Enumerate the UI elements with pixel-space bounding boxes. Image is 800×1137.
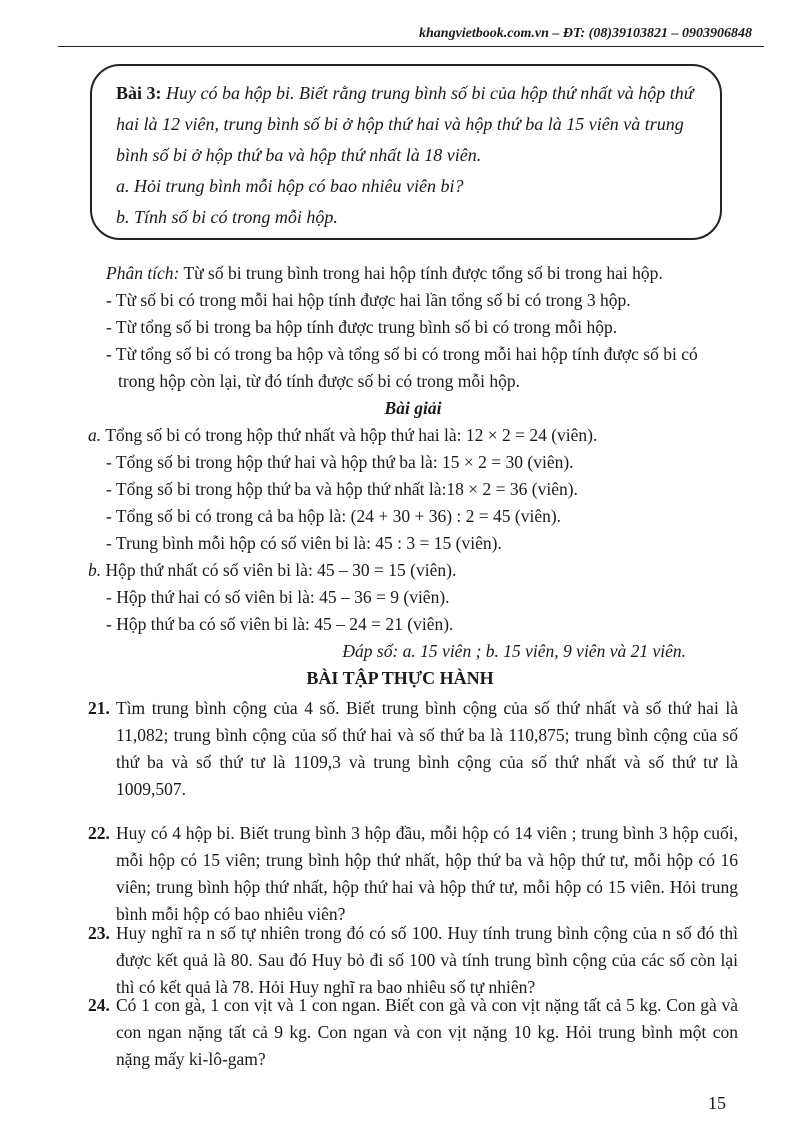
exercise-item bbox=[88, 920, 738, 1001]
header-rule bbox=[58, 46, 764, 47]
final-answer: Đáp số: a. 15 viên ; b. 15 viên, 9 viên và 21 viên. bbox=[342, 641, 686, 661]
problem-box bbox=[90, 64, 722, 240]
exercise-text: Huy có 4 hộp bi. Biết trung bình 3 hộp đầu, mỗi hộp có 14 viên ; trung bình 3 hộp cuối, mỗi hộp có 15 viên; trung bình hộp thứ nhất, hộp thứ ba và hộp thứ tư, mỗi hộp có 16 viên; trung bình hộp thứ nhất, hộp thứ hai và hộp thứ tư, mỗi hộp có 15 viên. Hỏi trung bình mỗi hộp có bao nhiêu viên? bbox=[116, 823, 738, 924]
exercise-text: Tìm trung bình cộng của 4 số. Biết trung bình cộng của số thứ nhất và số thứ hai là 11,082; trung bình cộng của số thứ hai và số thứ ba là 110,875; trung bình cộng của số thứ ba và số thứ tư là 1109,3 và trung bình cộng của số thứ nhất và số thứ tư là 1009,507. bbox=[116, 698, 738, 799]
analysis-step: - Từ tổng số bi có trong ba hộp và tổng số bi có trong mỗi hai hộp tính được số bi có trong hộp còn lại, từ đó tính được số bi có trong mỗi hộp. bbox=[106, 344, 698, 391]
part-a-label: a. bbox=[88, 425, 102, 445]
exercise-item bbox=[88, 992, 738, 1073]
solution-line: - Tổng số bi có trong cả ba hộp là: (24 + 30 + 36) : 2 = 45 (viên). bbox=[106, 506, 562, 526]
part-b-first-line: Hộp thứ nhất có số viên bi là: 45 – 30 = 15 (viên). bbox=[105, 560, 457, 580]
part-b-label: b. bbox=[88, 560, 102, 580]
page-number: 15 bbox=[708, 1093, 726, 1113]
solution-line: - Tổng số bi trong hộp thứ hai và hộp thứ ba là: 15 × 2 = 30 (viên). bbox=[106, 452, 574, 472]
part-a-first-line: Tổng số bi có trong hộp thứ nhất và hộp thứ hai là: 12 × 2 = 24 (viên). bbox=[105, 425, 598, 445]
analysis-intro bbox=[88, 260, 738, 287]
question-a: a. Hỏi trung bình mỗi hộp có bao nhiêu viên bi? bbox=[116, 176, 464, 196]
analysis-section bbox=[88, 260, 738, 395]
solution-line: - Hộp thứ ba có số viên bi là: 45 – 24 = 21 (viên). bbox=[106, 614, 454, 634]
exercise-item bbox=[88, 695, 738, 803]
problem-text: Huy có ba hộp bi. Biết rằng trung bình số bi của hộp thứ nhất và hộp thứ hai là 12 viên, trung bình số bi ở hộp thứ hai và hộp thứ ba là 15 viên và trung bình số bi ở hộp thứ ba và hộp thứ nhất là 18 viên. bbox=[116, 83, 694, 165]
exercise-text: Có 1 con gà, 1 con vịt và 1 con ngan. Biết con gà và con vịt nặng tất cả 5 kg. Con gà và con ngan nặng tất cả 9 kg. Con ngan và con vịt nặng 10 kg. Hỏi trung bình một con nặng mấy ki-lô-gam? bbox=[116, 995, 738, 1069]
exercise-number: 22. bbox=[88, 823, 110, 843]
analysis-intro-text: Từ số bi trung bình trong hai hộp tính được tổng số bi trong hai hộp. bbox=[183, 263, 663, 283]
analysis-step: - Từ tổng số bi trong ba hộp tính được trung bình số bi có trong mỗi hộp. bbox=[106, 317, 618, 337]
exercise-number: 24. bbox=[88, 995, 110, 1015]
analysis-step: - Từ số bi có trong mỗi hai hộp tính được hai lần tổng số bi có trong 3 hộp. bbox=[106, 290, 631, 310]
solution-line: - Hộp thứ hai có số viên bi là: 45 – 36 = 9 (viên). bbox=[106, 587, 450, 607]
solution-part-a bbox=[88, 422, 738, 449]
exercise-item bbox=[88, 820, 738, 928]
question-b: b. Tính số bi có trong mỗi hộp. bbox=[116, 207, 338, 227]
practice-title: BÀI TẬP THỰC HÀNH bbox=[306, 668, 494, 688]
problem-label: Bài 3: bbox=[116, 83, 162, 103]
solution-line: - Tổng số bi trong hộp thứ ba và hộp thứ nhất là:18 × 2 = 36 (viên). bbox=[106, 479, 578, 499]
solution-title: Bài giải bbox=[384, 398, 442, 418]
problem-statement bbox=[116, 78, 704, 171]
analysis-label: Phân tích: bbox=[106, 263, 180, 283]
solution-line: - Trung bình mỗi hộp có số viên bi là: 45 : 3 = 15 (viên). bbox=[106, 533, 502, 553]
solution-section bbox=[88, 395, 738, 665]
solution-part-b bbox=[88, 557, 738, 584]
page-header: khangvietbook.com.vn – ĐT: (08)39103821 – 0903906848 bbox=[419, 26, 752, 41]
exercise-number: 21. bbox=[88, 698, 110, 718]
exercise-text: Huy nghĩ ra n số tự nhiên trong đó có số 100. Huy tính trung bình cộng của n số đó thì được kết quả là 80. Sau đó Huy bỏ đi số 100 và tính trung bình cộng của các số còn lại thì có kết quả là 78. Hỏi Huy nghĩ ra bao nhiêu số tự nhiên? bbox=[116, 923, 738, 997]
exercise-number: 23. bbox=[88, 923, 110, 943]
